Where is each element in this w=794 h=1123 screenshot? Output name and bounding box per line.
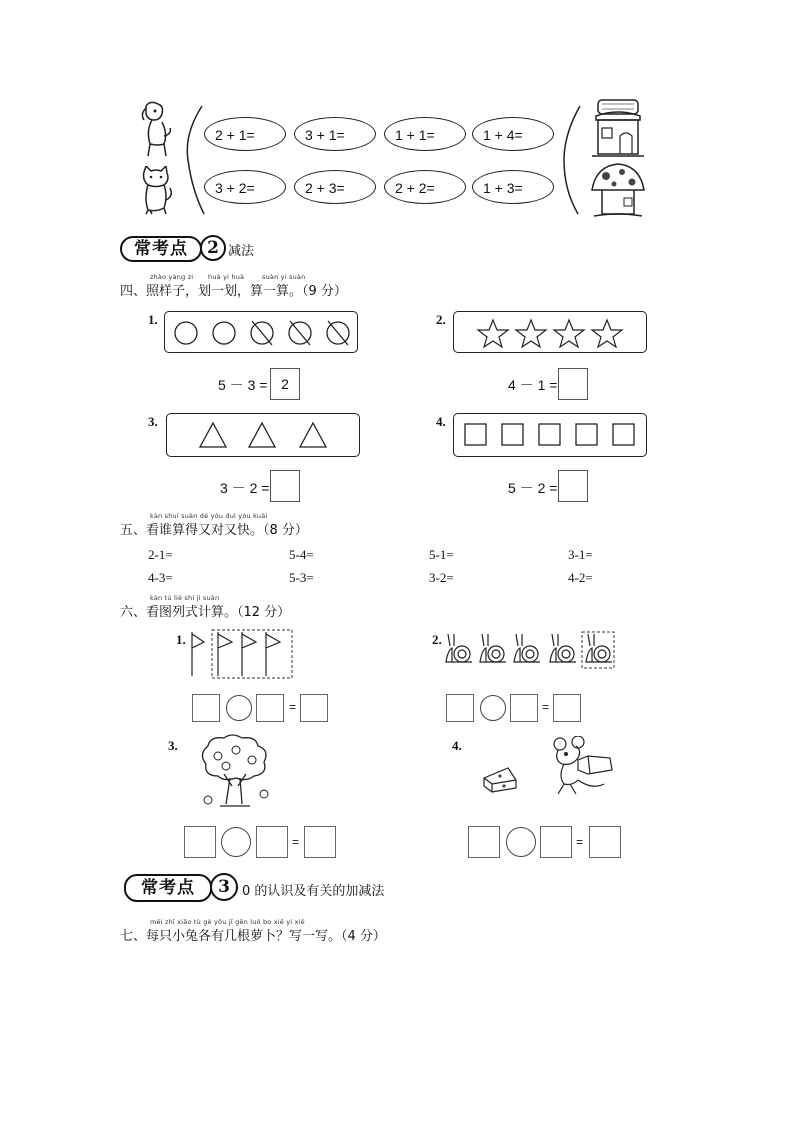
operator-circle[interactable] — [221, 827, 251, 857]
house-icon — [590, 98, 646, 158]
answer-box[interactable] — [304, 826, 336, 858]
answer-box[interactable]: 2 — [270, 368, 300, 400]
equals-sign: = — [289, 700, 297, 714]
operator-circle[interactable] — [480, 695, 506, 721]
triangles-group — [196, 420, 336, 450]
section-number: 2 — [200, 235, 226, 261]
operator-circle[interactable] — [506, 827, 536, 857]
item-number: 4. — [436, 414, 446, 429]
calc-item[interactable]: 3-2= — [429, 570, 454, 585]
item-number: 3. — [148, 414, 158, 429]
equation: 5 － 3 = — [218, 377, 268, 393]
oval-expression: 1 + 1= — [384, 117, 466, 151]
section-label: 常考点 — [124, 874, 212, 902]
dog-icon — [136, 100, 176, 158]
answer-box[interactable] — [256, 694, 284, 722]
circles-group — [172, 318, 352, 348]
equation: 4 － 1 = — [508, 377, 558, 393]
section-title: 0 的认识及有关的加减法 — [242, 884, 385, 899]
answer-box[interactable] — [540, 826, 572, 858]
equation: 3 － 2 = — [220, 480, 270, 496]
item-number: 4. — [452, 738, 462, 753]
cat-icon — [136, 166, 176, 216]
question-6-title: 六、看图列式计算。（12 分） — [120, 605, 291, 620]
answer-box[interactable] — [553, 694, 581, 722]
question-4-title: 四、照样子，划一划，算一算。（9 分） — [120, 284, 347, 299]
oval-expression: 3 + 1= — [294, 117, 376, 151]
pinyin: měi zhī xiǎo tù gè yǒu jǐ gēn luó bo xiě yi xiě — [150, 918, 305, 926]
mushroom-house-icon — [588, 162, 646, 220]
section-number: 3 — [210, 873, 238, 901]
equals-sign: = — [542, 700, 550, 714]
left-brace — [182, 104, 206, 216]
snails-icon — [444, 630, 616, 670]
stars-group — [476, 318, 626, 348]
calc-item[interactable]: 5-3= — [289, 570, 314, 585]
calc-item[interactable]: 5-1= — [429, 547, 454, 562]
answer-box[interactable] — [256, 826, 288, 858]
answer-box[interactable] — [558, 368, 588, 400]
oval-expression: 2 + 1= — [204, 117, 286, 151]
answer-box[interactable] — [270, 470, 300, 502]
pinyin: kàn shuí suàn dé yòu duì yòu kuài — [150, 512, 268, 520]
apple-tree-icon — [196, 734, 276, 812]
answer-box[interactable] — [468, 826, 500, 858]
right-brace — [560, 104, 584, 216]
cheese-icon — [482, 766, 518, 794]
item-number: 1. — [176, 632, 186, 647]
calc-item[interactable]: 4-2= — [568, 570, 593, 585]
oval-expression: 2 + 3= — [294, 170, 376, 204]
answer-box[interactable] — [300, 694, 328, 722]
item-number: 3. — [168, 738, 178, 753]
question-5-title: 五、看谁算得又对又快。（8 分） — [120, 523, 308, 538]
pinyin: suàn yi suàn — [262, 273, 306, 281]
calc-item[interactable]: 2-1= — [148, 547, 173, 562]
answer-box[interactable] — [446, 694, 474, 722]
equation: 5 － 2 = — [508, 480, 558, 496]
equals-sign: = — [292, 835, 300, 849]
item-number: 2. — [432, 632, 442, 647]
oval-expression: 1 + 4= — [472, 117, 554, 151]
oval-expression: 3 + 2= — [204, 170, 286, 204]
oval-expression: 1 + 3= — [472, 170, 554, 204]
squares-group — [462, 422, 642, 448]
section-title: 减法 — [228, 244, 255, 259]
answer-box[interactable] — [510, 694, 538, 722]
item-number: 2. — [436, 312, 446, 327]
answer-box[interactable] — [558, 470, 588, 502]
answer-box[interactable] — [192, 694, 220, 722]
question-7-title: 七、每只小兔各有几根萝卜？写一写。（4 分） — [120, 929, 386, 944]
item-number: 1. — [148, 312, 158, 327]
answer-box[interactable] — [184, 826, 216, 858]
calc-item[interactable]: 5-4= — [289, 547, 314, 562]
operator-circle[interactable] — [226, 695, 252, 721]
mouse-icon — [548, 736, 618, 798]
oval-expression: 2 + 2= — [384, 170, 466, 204]
equals-sign: = — [576, 835, 584, 849]
pinyin: huà yi huà — [208, 273, 245, 281]
calc-item[interactable]: 3-1= — [568, 547, 593, 562]
calc-item[interactable]: 4-3= — [148, 570, 173, 585]
flags-icon — [188, 628, 294, 680]
answer-box[interactable] — [589, 826, 621, 858]
pinyin: kàn tú liè shì jì suàn — [150, 594, 220, 602]
pinyin: zhào yàng zi — [150, 273, 194, 281]
section-label: 常考点 — [120, 236, 202, 262]
